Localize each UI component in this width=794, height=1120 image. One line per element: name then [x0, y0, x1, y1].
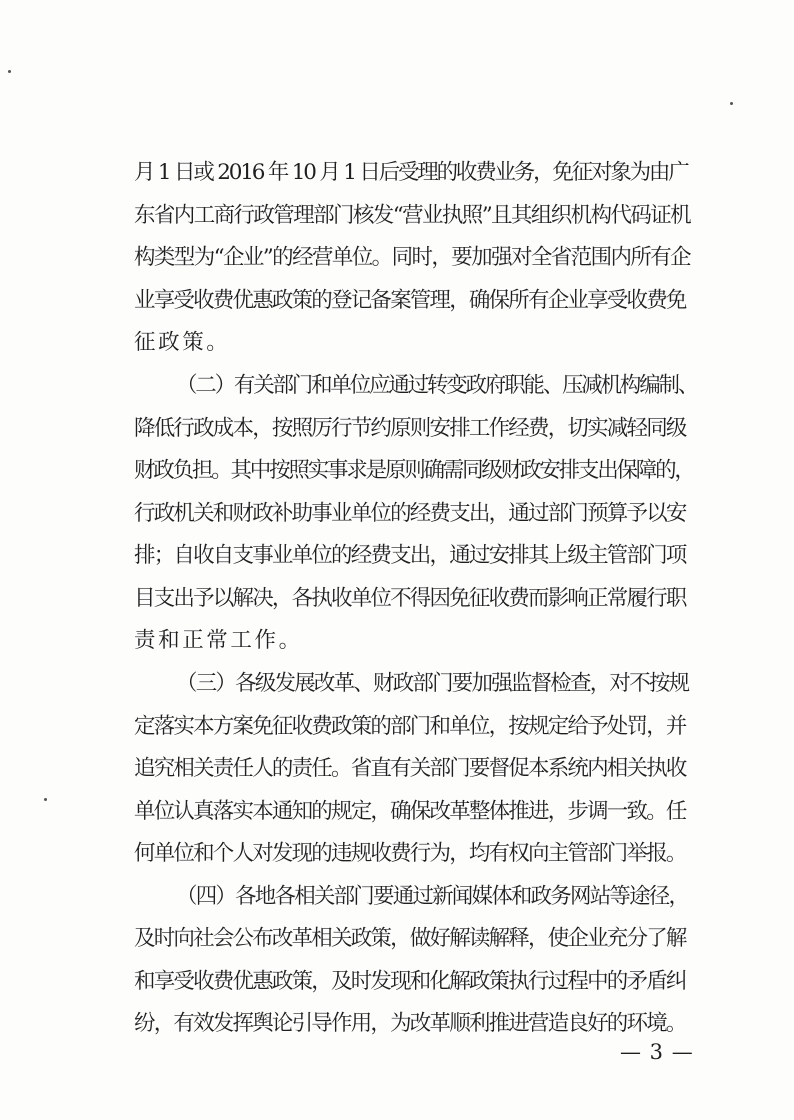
paragraph-line: 降低行政成本，按照厉行节约原则安排工作经费，切实减轻同级	[134, 416, 686, 441]
paragraph-line: 责和正常工作。	[134, 628, 303, 653]
paragraph-line: 构类型为“企业”的经营单位。同时，要加强对全省范围内所有企	[134, 245, 691, 270]
paragraph-line: 单位认真落实本通知的规定，确保改革整体推进，步调一致。任	[134, 799, 686, 824]
paragraph-line: 财政负担。其中按照实事求是原则确需同级财政安排支出保障的，	[134, 458, 694, 483]
paragraph-line: 目支出予以解决，各执收单位不得因免征收费而影响正常履行职	[134, 586, 686, 611]
page-number: — 3 —	[620, 1040, 694, 1064]
paragraph-line: 月 1 日或 2016 年 10 月 1 日后受理的收费业务，免征对象为由广	[134, 160, 688, 185]
paragraph-line: （二）有关部门和单位应通过转变政府职能、压减机构编制、	[176, 373, 698, 398]
paragraph-line: 行政机关和财政补助事业单位的经费支出，通过部门预算予以安	[134, 501, 686, 526]
paragraph-line: （三）各级发展改革、财政部门要加强监督检查，对不按规	[176, 671, 689, 696]
paragraph-line: 东省内工商行政管理部门核发“营业执照”且其组织机构代码证机	[134, 203, 691, 228]
paragraph-line: 排；自收自支事业单位的经费支出，通过安排其上级主管部门项	[134, 543, 686, 568]
scan-speck	[730, 102, 733, 105]
scan-speck	[44, 798, 47, 801]
scan-speck	[8, 70, 11, 73]
paragraph-line: 何单位和个人对发现的违规收费行为，均有权向主管部门举报。	[134, 841, 686, 866]
paragraph-line: （四）各地各相关部门要通过新闻媒体和政务网站等途径，	[176, 884, 689, 909]
paragraph-line: 征政策。	[134, 330, 231, 355]
paragraph-line: 纷，有效发挥舆论引导作用，为改革顺利推进营造良好的环境。	[134, 1011, 686, 1036]
paragraph-line: 定落实本方案免征收费政策的部门和单位，按规定给予处罚，并	[134, 714, 686, 739]
paragraph-line: 追究相关责任人的责任。省直有关部门要督促本系统内相关执收	[134, 756, 686, 781]
paragraph-line: 和享受收费优惠政策，及时发现和化解政策执行过程中的矛盾纠	[134, 969, 686, 994]
paragraph-line: 业享受收费优惠政策的登记备案管理，确保所有企业享受收费免	[134, 288, 686, 313]
paragraph-line: 及时向社会公布改革相关政策，做好解读解释，使企业充分了解	[134, 926, 686, 951]
